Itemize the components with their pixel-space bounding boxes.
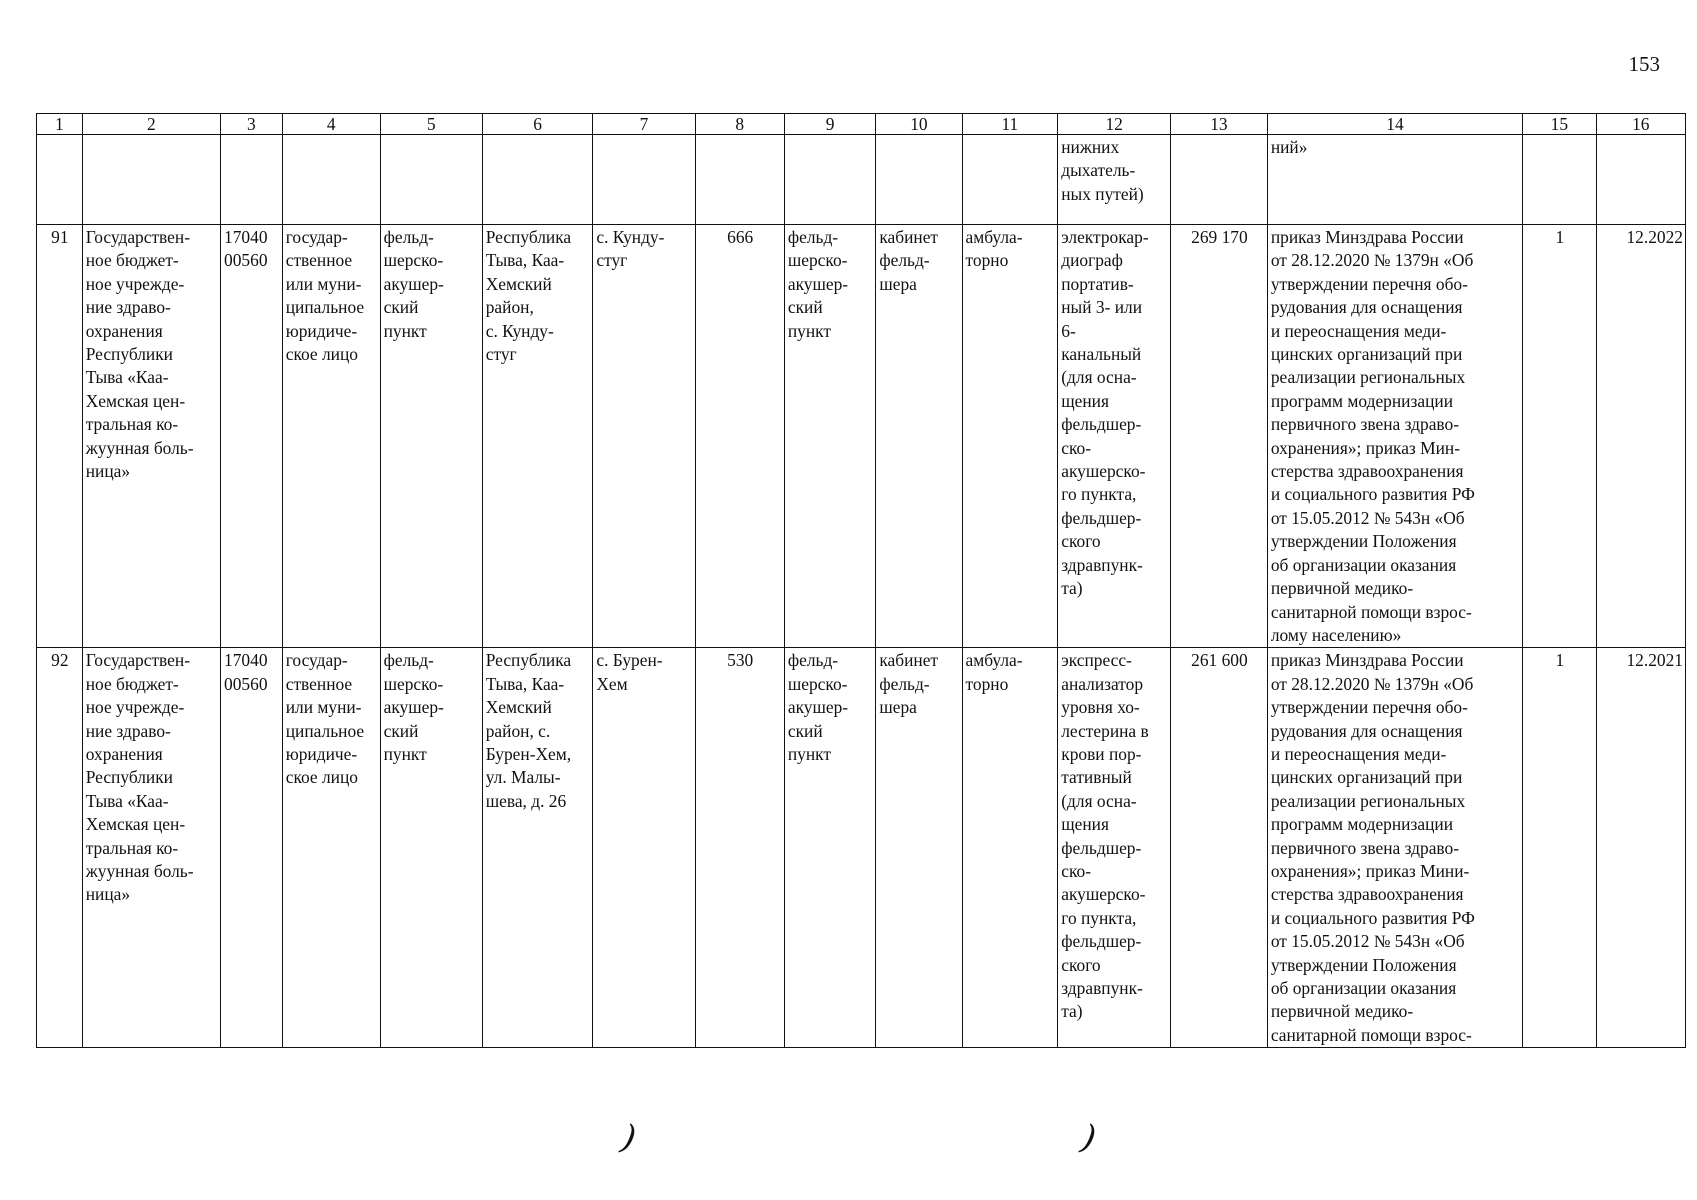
row-number: 91 <box>37 225 83 648</box>
equipment-cell: нижних дыхатель- ных путей) <box>1058 135 1171 225</box>
column-header: 1 <box>37 114 83 135</box>
legal-form-cell: государ- ственное или муни- ципальное юридиче- ское лицо <box>282 225 380 648</box>
code-cell: 17040 00560 <box>221 225 283 648</box>
column-header: 11 <box>962 114 1058 135</box>
quantity-cell: 1 <box>1523 648 1596 1048</box>
care-type-cell: амбула- торно <box>962 648 1058 1048</box>
column-header: 2 <box>82 114 220 135</box>
column-header: 13 <box>1171 114 1268 135</box>
date-cell: 12.2021 <box>1596 648 1685 1048</box>
price-cell: 261 600 <box>1171 648 1268 1048</box>
empty-cell <box>37 135 83 225</box>
population-cell: 666 <box>695 225 784 648</box>
continuation-row <box>37 135 1686 225</box>
row-number: 92 <box>37 648 83 1048</box>
column-header: 6 <box>482 114 593 135</box>
room-cell: кабинет фельд- шера <box>876 648 962 1048</box>
address-cell: Республика Тыва, Каа- Хемский район, с. Кунду- стуг <box>482 225 593 648</box>
quantity-cell: 1 <box>1523 225 1596 648</box>
page-number: 153 <box>1628 52 1660 76</box>
table-row <box>37 225 1686 648</box>
locality-cell: с. Бурен- Хем <box>593 648 695 1048</box>
address-cell: Республика Тыва, Каа- Хемский район, с. Бурен-Хем, ул. Малы- шева, д. 26 <box>482 648 593 1048</box>
column-header: 7 <box>593 114 695 135</box>
column-header: 14 <box>1267 114 1522 135</box>
column-number-row <box>37 114 1686 135</box>
column-header: 12 <box>1058 114 1171 135</box>
column-header: 3 <box>221 114 283 135</box>
organization-cell: Государствен- ное бюджет- ное учрежде- ние здраво- охранения Республики Тыва «Каа- Хемская цен- тральная ко- жуунная боль- ница» <box>82 648 220 1048</box>
column-header: 9 <box>784 114 875 135</box>
legal-form-cell: государ- ственное или муни- ципальное юридиче- ское лицо <box>282 648 380 1048</box>
column-header: 15 <box>1523 114 1596 135</box>
basis-cell: ний» <box>1267 135 1522 225</box>
empty-cell <box>1171 135 1268 225</box>
room-cell: кабинет фельд- шера <box>876 225 962 648</box>
facility-type-cell: фельд- шерско- акушер- ский пункт <box>380 225 482 648</box>
empty-cell <box>593 135 695 225</box>
basis-cell: приказ Минздрава России от 28.12.2020 № 1379н «Об утверждении перечня обо- рудования для оснащения и переоснащения меди- цинских организаций при реализации региональных программ модернизации первичного звена здраво- охранения»; приказ Мин- стерства здравоохранения и социального развития РФ от 15.05.2012 № 543н «Об утверждении Положения об организации оказания первичной медико- санитарной помощи взрос- лому населению» <box>1267 225 1522 648</box>
care-type-cell: амбула- торно <box>962 225 1058 648</box>
column-header: 16 <box>1596 114 1685 135</box>
unit-cell: фельд- шерско- акушер- ский пункт <box>784 225 875 648</box>
column-header: 10 <box>876 114 962 135</box>
table-row <box>37 648 1686 1048</box>
column-header: 8 <box>695 114 784 135</box>
empty-cell <box>221 135 283 225</box>
pen-mark: ) <box>1077 1117 1100 1159</box>
empty-cell <box>1596 135 1685 225</box>
unit-cell: фельд- шерско- акушер- ский пункт <box>784 648 875 1048</box>
date-cell: 12.2022 <box>1596 225 1685 648</box>
equipment-cell: электрокар- диограф портатив- ный 3- или 6- канальный (для осна- щения фельдшер- ско- акушерско- го пункта, фельдшер- ского здравпунк- та) <box>1058 225 1171 648</box>
pen-mark: ) <box>617 1117 640 1159</box>
code-cell: 17040 00560 <box>221 648 283 1048</box>
equipment-table <box>36 113 1686 1048</box>
empty-cell <box>82 135 220 225</box>
facility-type-cell: фельд- шерско- акушер- ский пункт <box>380 648 482 1048</box>
empty-cell <box>876 135 962 225</box>
empty-cell <box>695 135 784 225</box>
price-cell: 269 170 <box>1171 225 1268 648</box>
empty-cell <box>784 135 875 225</box>
organization-cell: Государствен- ное бюджет- ное учрежде- ние здраво- охранения Республики Тыва «Каа- Хемская цен- тральная ко- жуунная боль- ница» <box>82 225 220 648</box>
column-header: 5 <box>380 114 482 135</box>
empty-cell <box>282 135 380 225</box>
column-header: 4 <box>282 114 380 135</box>
empty-cell <box>1523 135 1596 225</box>
population-cell: 530 <box>695 648 784 1048</box>
empty-cell <box>962 135 1058 225</box>
empty-cell <box>380 135 482 225</box>
empty-cell <box>482 135 593 225</box>
locality-cell: с. Кунду- стуг <box>593 225 695 648</box>
equipment-cell: экспресс- анализатор уровня хо- лестерина в крови пор- тативный (для осна- щения фельдшер- ско- акушерско- го пункта, фельдшер- ского здравпунк- та) <box>1058 648 1171 1048</box>
basis-cell: приказ Минздрава России от 28.12.2020 № 1379н «Об утверждении перечня обо- рудования для оснащения и переоснащения меди- цинских организаций при реализации региональных программ модернизации первичного звена здраво- охранения»; приказ Мини- стерства здравоохранения и социального развития РФ от 15.05.2012 № 543н «Об утверждении Положения об организации оказания первичной медико- санитарной помощи взрос- <box>1267 648 1522 1048</box>
